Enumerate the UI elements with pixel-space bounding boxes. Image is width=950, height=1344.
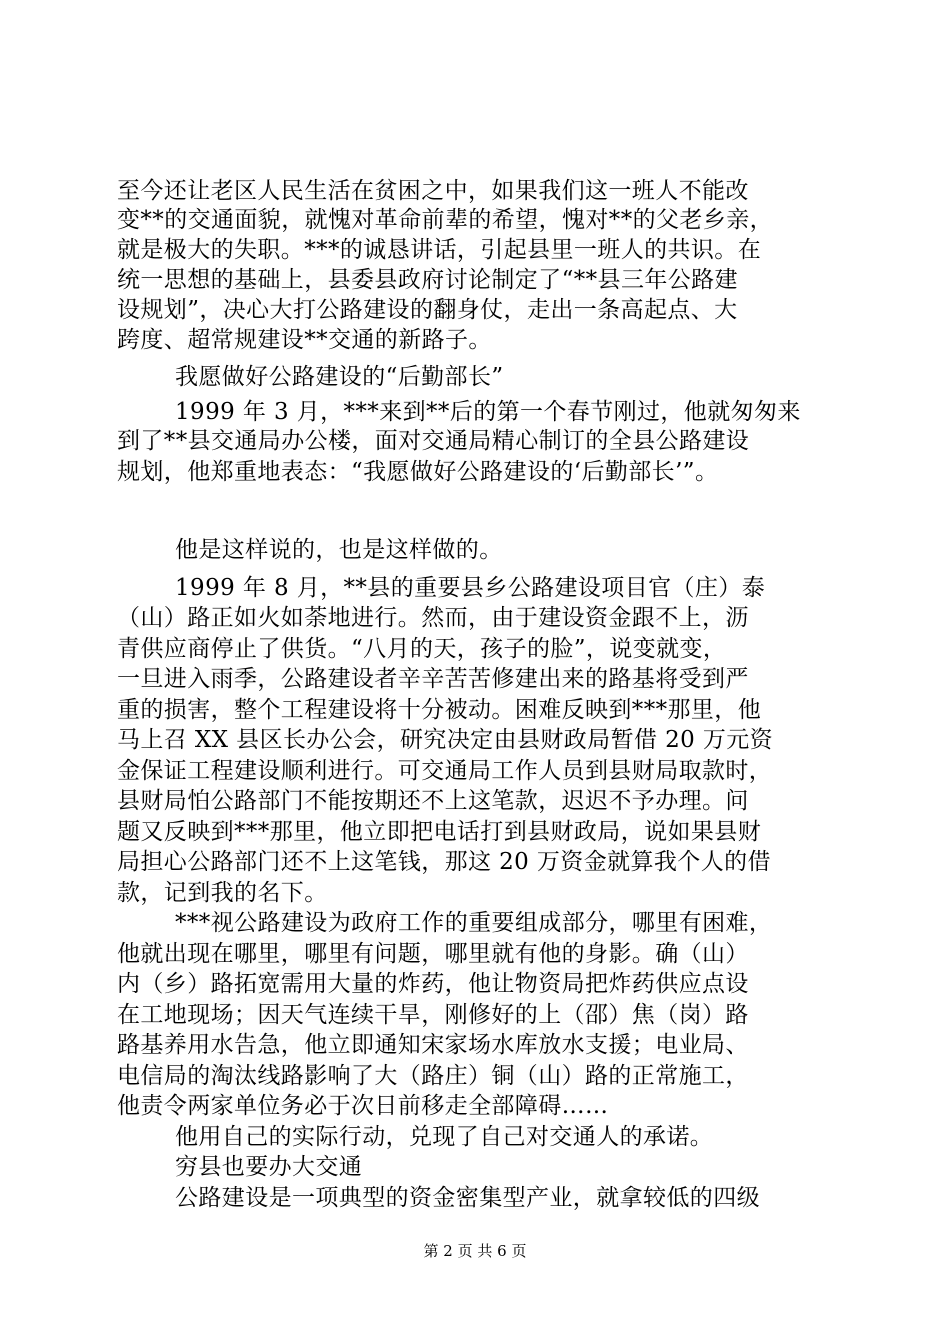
text-line: 统一思想的基础上，县委县政府讨论制定了“**县三年公路建 bbox=[117, 267, 738, 293]
text-line: 他用自己的实际行动，兑现了自己对交通人的承诺。 bbox=[175, 1124, 714, 1150]
text-line: 款，记到我的名下。 bbox=[117, 880, 328, 906]
text-line: （山）路正如火如荼地进行。然而，由于建设资金跟不上，沥 bbox=[117, 605, 749, 631]
text-line: 金保证工程建设顺利进行。可交通局工作人员到县财局取款时， bbox=[117, 758, 773, 784]
text-line: 变**的交通面貌，就愧对革命前辈的希望，愧对**的父老乡亲， bbox=[117, 207, 773, 233]
section-heading: 我愿做好公路建设的“后勤部长” bbox=[175, 364, 504, 390]
text-line: 他是这样说的，也是这样做的。 bbox=[175, 537, 503, 563]
text-line: 设规划”，决心大打公路建设的翻身仗，走出一条高起点、大 bbox=[117, 297, 738, 323]
text-line: 电信局的淘汰线路影响了大（路庄）铜（山）路的正常施工， bbox=[117, 1063, 749, 1089]
text-line: 内（乡）路拓宽需用大量的炸药，他让物资局把炸药供应点设 bbox=[117, 971, 749, 997]
text-line: 局担心公路部门还不上这笔钱，那这 20 万资金就算我个人的借 bbox=[117, 849, 771, 875]
text-line: 他责令两家单位务必于次日前移走全部障碍…… bbox=[117, 1093, 609, 1119]
text-line: 路基养用水告急，他立即通知宋家场水库放水支援；电业局、 bbox=[117, 1032, 749, 1058]
text-line: 1999 年 8 月，**县的重要县乡公路建设项目官（庄）泰 bbox=[175, 575, 766, 601]
text-line: 马上召 XX 县区长办公会，研究决定由县财政局暂借 20 万元资 bbox=[117, 727, 774, 753]
section-heading: 穷县也要办大交通 bbox=[175, 1154, 363, 1180]
text-line: 规划，他郑重地表态：“我愿做好公路建设的‘后勤部长’”。 bbox=[117, 459, 719, 485]
text-line: 公路建设是一项典型的资金密集型产业，就拿较低的四级 bbox=[175, 1185, 760, 1211]
text-line: 在工地现场；因天气连续干旱，刚修好的上（邵）焦（岗）路 bbox=[117, 1002, 749, 1028]
text-line: 他就出现在哪里，哪里有问题，哪里就有他的身影。确（山） bbox=[117, 941, 749, 967]
text-line: 县财局怕公路部门不能按期还不上这笔款，迟迟不予办理。问 bbox=[117, 788, 749, 814]
text-line: 一旦进入雨季，公路建设者辛辛苦苦修建出来的路基将受到严 bbox=[117, 666, 749, 692]
text-line: 题又反映到***那里，他立即把电话打到县财政局，说如果县财 bbox=[117, 819, 762, 845]
text-line: 1999 年 3 月，***来到**后的第一个春节刚过，他就匆匆来 bbox=[175, 399, 801, 425]
text-line: ***视公路建设为政府工作的重要组成部分，哪里有困难， bbox=[175, 910, 773, 936]
text-line: 重的损害，整个工程建设将十分被动。困难反映到***那里，他 bbox=[117, 697, 762, 723]
text-line: 青供应商停止了供货。“八月的天，孩子的脸”，说变就变， bbox=[117, 636, 727, 662]
text-line: 到了**县交通局办公楼，面对交通局精心制订的全县公路建设 bbox=[117, 428, 750, 454]
text-line: 至今还让老区人民生活在贫困之中，如果我们这一班人不能改 bbox=[117, 178, 749, 204]
page-footer: 第 2 页 共 6 页 bbox=[423, 1242, 527, 1260]
text-line: 就是极大的失职。***的诚恳讲话，引起县里一班人的共识。在 bbox=[117, 237, 762, 263]
text-line: 跨度、超常规建设**交通的新路子。 bbox=[117, 327, 492, 353]
